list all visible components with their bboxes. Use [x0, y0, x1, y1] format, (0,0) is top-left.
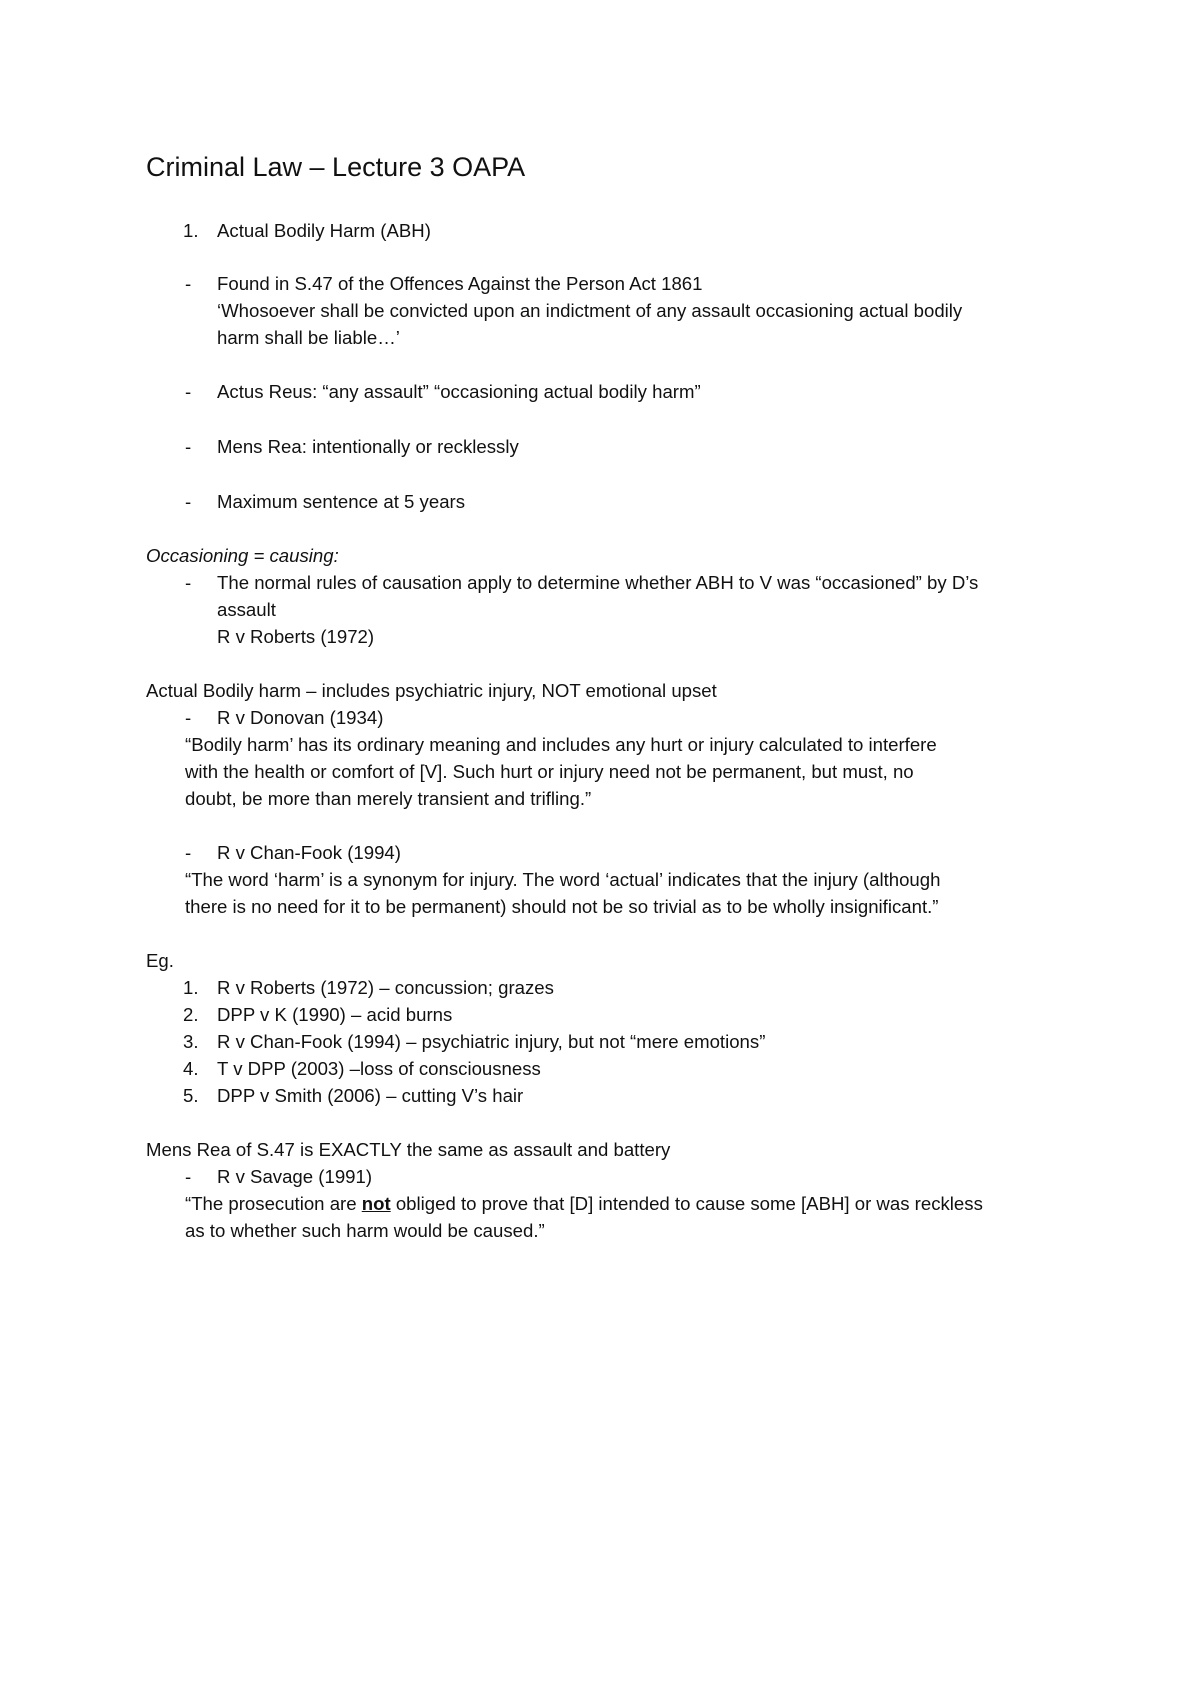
quote-line: doubt, be more than merely transient and trifling.”	[185, 788, 592, 809]
section-heading: Occasioning = causing:	[146, 545, 339, 566]
emphasized-word: not	[361, 1193, 391, 1214]
bullet-line: Actus Reus: “any assault” “occasioning actual bodily harm”	[217, 381, 701, 402]
case-name: R v Chan-Fook (1994)	[217, 842, 401, 863]
list-number: 1.	[183, 977, 199, 998]
quote-line: there is no need for it to be permanent) should not be so trivial as to be wholly insignificant.”	[185, 896, 939, 917]
case-name: R v Donovan (1934)	[217, 707, 384, 728]
case-name: R v Roberts (1972)	[217, 626, 375, 647]
section-number: 1.	[183, 220, 199, 241]
bullet-line: ‘Whosoever shall be convicted upon an indictment of any assault occasioning actual bodily	[217, 300, 963, 321]
quote-text: “The prosecution are	[185, 1193, 362, 1214]
list-number: 3.	[183, 1031, 199, 1052]
bullet-dash: -	[185, 1166, 192, 1187]
page-title: Criminal Law – Lecture 3 OAPA	[146, 152, 526, 182]
list-item: DPP v Smith (2006) – cutting V’s hair	[217, 1085, 524, 1106]
bullet-dash: -	[185, 707, 192, 728]
quote-line: as to whether such harm would be caused.”	[185, 1220, 545, 1241]
case-name: R v Savage (1991)	[217, 1166, 373, 1187]
list-number: 4.	[183, 1058, 199, 1079]
section-heading: Mens Rea of S.47 is EXACTLY the same as assault and battery	[146, 1139, 671, 1160]
quote-text: obliged to prove that [D] intended to cause some [ABH] or was reckless	[390, 1193, 983, 1214]
list-item: R v Roberts (1972) – concussion; grazes	[217, 977, 554, 998]
bullet-dash: -	[185, 572, 192, 593]
list-item: R v Chan-Fook (1994) – psychiatric injury, but not “mere emotions”	[217, 1031, 766, 1052]
bullet-line: assault	[217, 599, 276, 620]
bullet-line: Maximum sentence at 5 years	[217, 491, 466, 512]
quote-line: “Bodily harm’ has its ordinary meaning and includes any hurt or injury calculated to interfere	[185, 734, 937, 755]
list-item: T v DPP (2003) –loss of consciousness	[217, 1058, 541, 1079]
bullet-dash: -	[185, 491, 192, 512]
bullet-dash: -	[185, 436, 192, 457]
list-item: DPP v K (1990) – acid burns	[217, 1004, 453, 1025]
bullet-line: Found in S.47 of the Offences Against the Person Act 1861	[217, 273, 703, 294]
bullet-line: Mens Rea: intentionally or recklessly	[217, 436, 519, 457]
section-heading: Eg.	[146, 950, 174, 971]
list-number: 2.	[183, 1004, 199, 1025]
quote-line: “The word ‘harm’ is a synonym for injury. The word ‘actual’ indicates that the injury (although	[185, 869, 941, 890]
section-heading: Actual Bodily Harm (ABH)	[217, 220, 431, 241]
quote-line: with the health or comfort of [V]. Such hurt or injury need not be permanent, but must, no	[185, 761, 914, 782]
bullet-dash: -	[185, 381, 192, 402]
section-heading: Actual Bodily harm – includes psychiatric injury, NOT emotional upset	[146, 680, 717, 701]
bullet-dash: -	[185, 273, 192, 294]
quote-line	[185, 1192, 983, 1216]
bullet-line: The normal rules of causation apply to determine whether ABH to V was “occasioned” by D’s	[217, 572, 979, 593]
bullet-line: harm shall be liable…’	[217, 327, 400, 348]
list-number: 5.	[183, 1085, 199, 1106]
bullet-dash: -	[185, 842, 192, 863]
